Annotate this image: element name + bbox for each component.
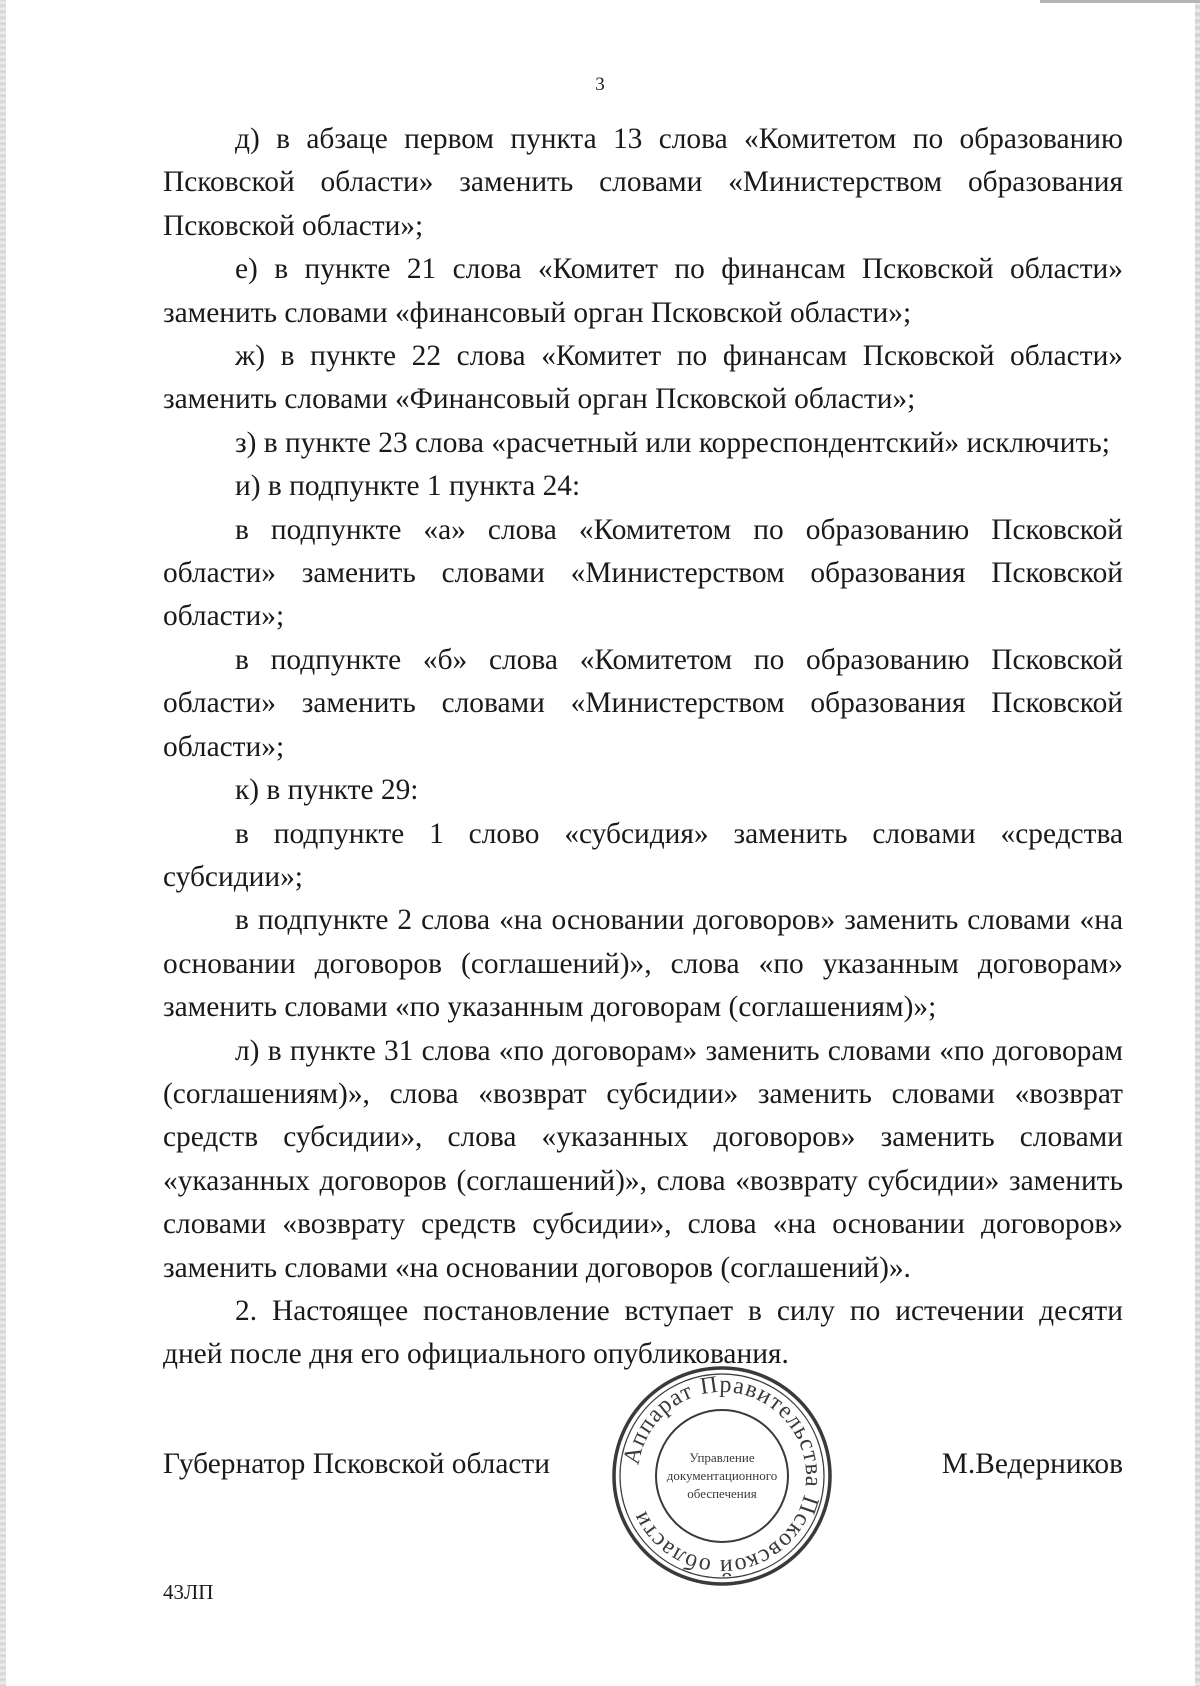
scan-edge-left xyxy=(0,0,6,1686)
paragraph-z: з) в пункте 23 слова «расчетный или корреспондентский» исключить; xyxy=(235,426,1110,459)
scan-edge-right xyxy=(1195,0,1200,1686)
official-seal-stamp xyxy=(606,1360,838,1592)
paragraph-k-subpoint-2: в подпункте 2 слова «на основании договоров» заменить словами «на основании договоров (соглашений)», слова «по указанным договорам» заменить словами «по указанным договорам (соглашениям)»; xyxy=(163,904,1123,1024)
document-body xyxy=(163,118,1123,1377)
document-code: 43ЛП xyxy=(163,1580,214,1604)
paragraph-k-subpoint-1: в подпункте 1 слово «субсидия» заменить словами «средства субсидии»; xyxy=(163,817,1123,893)
paragraph-i-subpoint-a: в подпункте «а» слова «Комитетом по образованию Псковской области» заменить словами «Министерством образования Псковской области»; xyxy=(163,513,1123,633)
paragraph-zh: ж) в пункте 22 слова «Комитет по финансам Псковской области» заменить словами «Финансовый орган Псковской области»; xyxy=(163,340,1123,416)
stamp-center-line-2: документационного xyxy=(666,1468,778,1483)
stamp-center-line-1: Управление xyxy=(689,1450,755,1465)
signature-title: Губернатор Псковской области xyxy=(163,1448,550,1480)
scan-edge-top xyxy=(1040,0,1200,3)
paragraph-k: к) в пункте 29: xyxy=(235,774,419,807)
paragraph-e: е) в пункте 21 слова «Комитет по финансам Псковской области» заменить словами «финансовый орган Псковской области»; xyxy=(163,253,1123,329)
stamp-center-line-3: обеспечения xyxy=(687,1486,757,1501)
paragraph-i-subpoint-b: в подпункте «б» слова «Комитетом по образованию Псковской области» заменить словами «Министерством образования Псковской области»; xyxy=(163,643,1123,763)
stamp-ring-text: Аппарат Правительства Псковской области xyxy=(618,1371,827,1581)
page-number: 3 xyxy=(595,74,605,95)
paragraph-i: и) в подпункте 1 пункта 24: xyxy=(235,470,581,503)
paragraph-d: д) в абзаце первом пункта 13 слова «Комитетом по образованию Псковской области» заменить словами «Министерством образования Псковской области»; xyxy=(163,123,1123,242)
signature-name: М.Ведерников xyxy=(941,1448,1123,1480)
paragraph-l: л) в пункте 31 слова «по договорам» заменить словами «по договорам (соглашениям)», слова «возврат субсидии» заменить словами «возврат средств субсидии», слова «указанных договоров» заменить словами «указанных договоров (соглашений)», слова «возврату субсидии» заменить словами «возврату средств субсидии», слова «на основании договоров» заменить словами «на основании договоров (соглашений)». xyxy=(163,1034,1123,1284)
paragraph-2: 2. Настоящее постановление вступает в силу по истечении десяти дней после дня его официального опубликования. xyxy=(163,1294,1123,1371)
